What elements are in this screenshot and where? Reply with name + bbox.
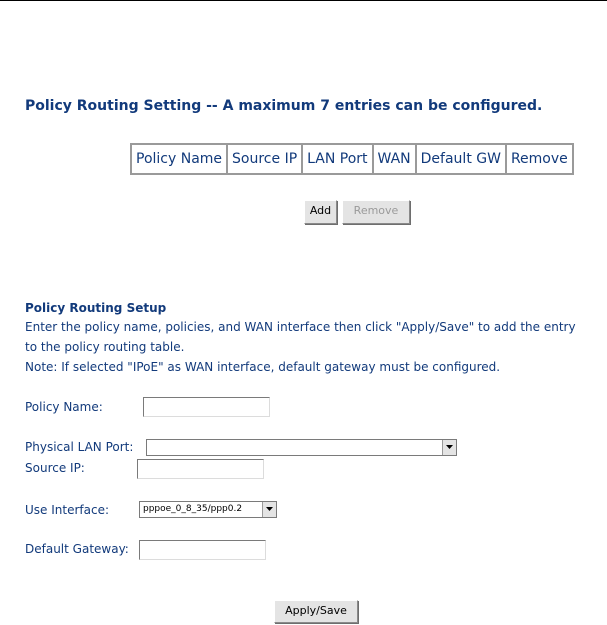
use-interface-select[interactable] [139, 501, 277, 518]
setup-instructions-line1: Enter the policy name, policies, and WAN interface then click "Apply/Save" to add the entry [25, 320, 576, 334]
apply-save-button[interactable]: Apply/Save [274, 600, 358, 623]
page-heading: Policy Routing Setting -- A maximum 7 entries can be configured. [25, 98, 543, 114]
header-default-gw: Default GW [416, 144, 506, 174]
lan-port-label: Physical LAN Port: [25, 440, 134, 454]
header-lan-port: LAN Port [302, 144, 372, 174]
top-divider [0, 0, 607, 1]
lan-port-dropdown-arrow[interactable] [442, 440, 456, 455]
header-wan: WAN [373, 144, 416, 174]
default-gateway-label: Default Gateway: [25, 542, 129, 556]
setup-note: Note: If selected "IPoE" as WAN interface, default gateway must be configured. [25, 360, 501, 374]
default-gateway-input[interactable] [139, 540, 266, 560]
lan-port-select[interactable] [146, 439, 457, 456]
add-button[interactable]: Add [304, 200, 337, 224]
remove-button[interactable]: Remove [342, 200, 410, 224]
use-interface-selected-value: pppoe_0_8_35/ppp0.2 [143, 504, 243, 514]
source-ip-input[interactable] [137, 459, 264, 479]
header-source-ip: Source IP [227, 144, 302, 174]
use-interface-dropdown-arrow[interactable] [262, 502, 276, 517]
policy-name-input[interactable] [143, 397, 270, 417]
source-ip-label: Source IP: [25, 461, 85, 475]
setup-instructions-line2: to the policy routing table. [25, 340, 185, 354]
setup-title: Policy Routing Setup [25, 301, 167, 315]
chevron-down-icon [266, 507, 273, 511]
chevron-down-icon [446, 445, 453, 449]
header-remove: Remove [506, 144, 573, 174]
table-header-row [131, 144, 573, 174]
policy-name-label: Policy Name: [25, 400, 103, 414]
use-interface-label: Use Interface: [25, 503, 109, 517]
policy-routing-table [130, 143, 574, 175]
header-policy-name: Policy Name [131, 144, 227, 174]
